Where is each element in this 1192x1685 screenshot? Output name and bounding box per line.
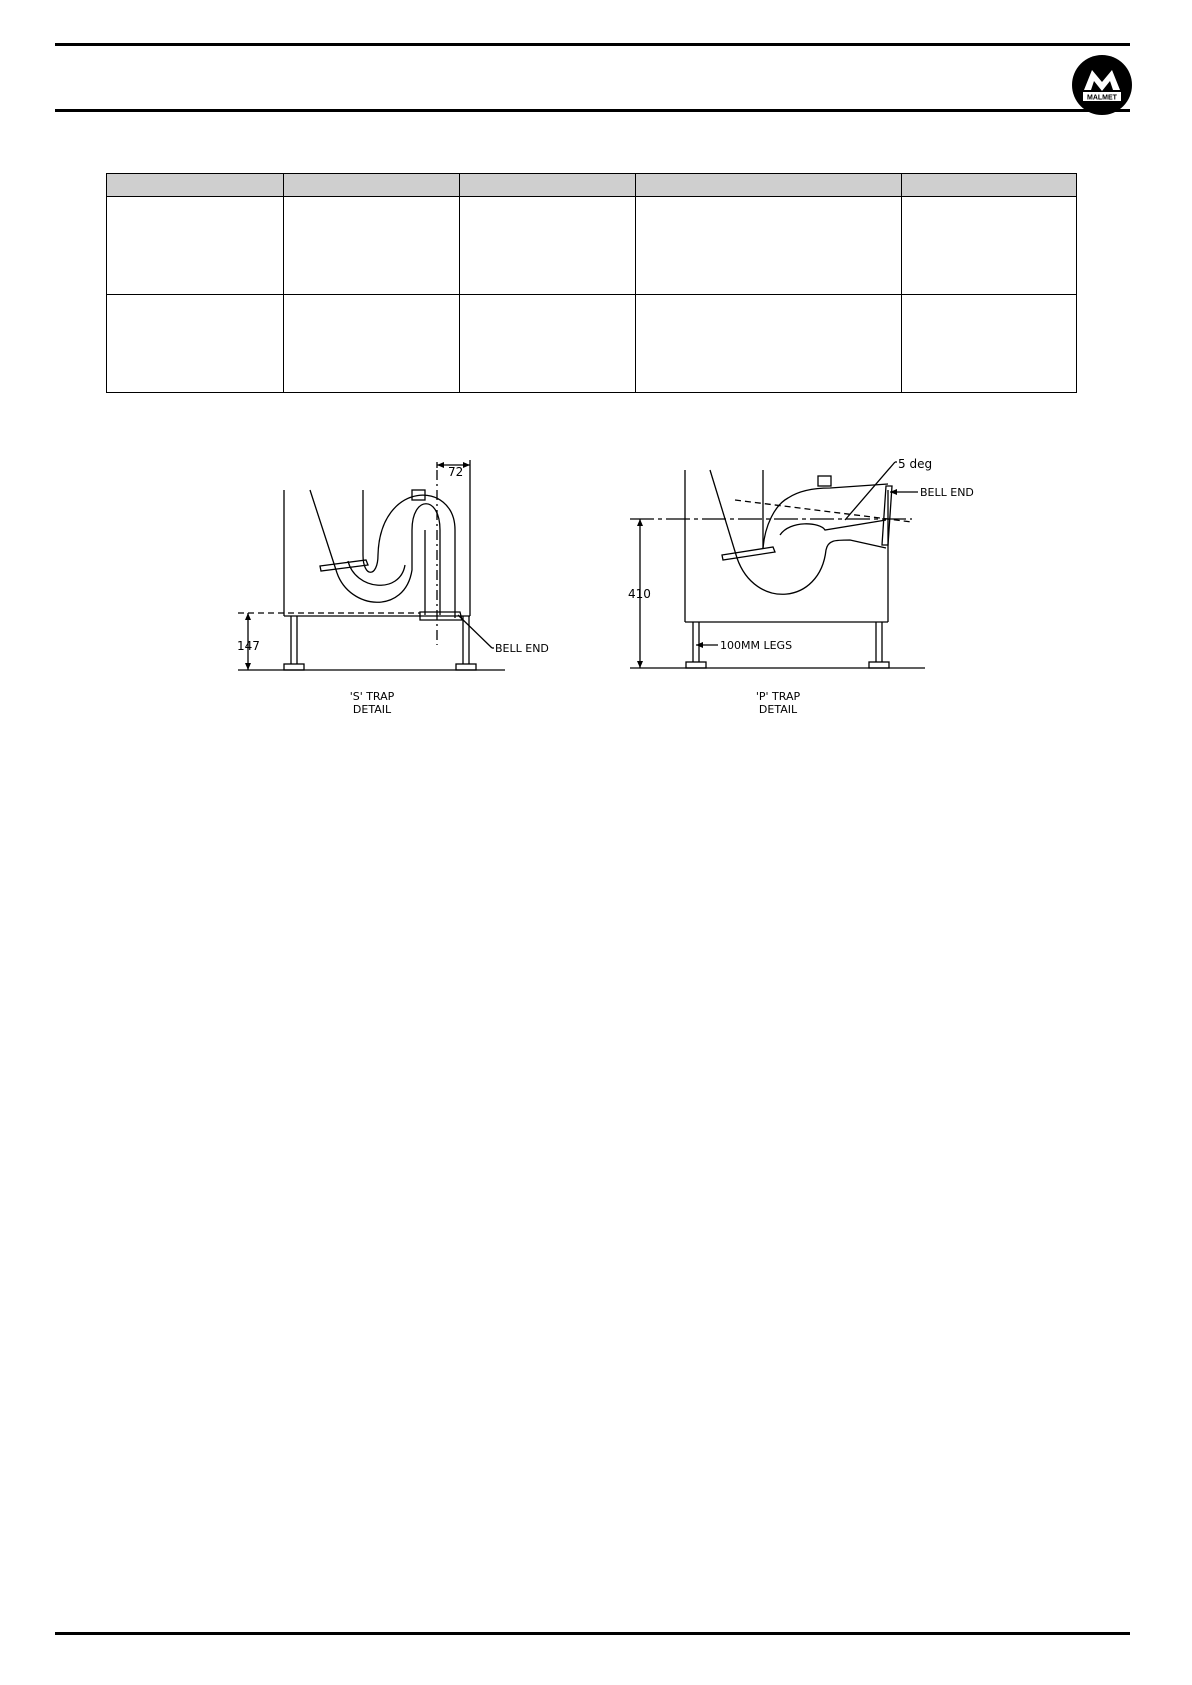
- s-trap-caption-line2: DETAIL: [352, 703, 392, 716]
- s-trap-detail: [238, 460, 505, 670]
- p-trap-angle-label: 5 deg: [898, 457, 933, 471]
- p-trap-caption-line1: 'P' TRAP: [755, 690, 801, 703]
- s-trap-width-label: 72: [448, 465, 464, 479]
- footer-rule: [55, 1632, 1130, 1635]
- s-trap-caption-line1: 'S' TRAP: [349, 690, 395, 703]
- s-trap-height-label: 147: [237, 639, 260, 653]
- p-trap-bell-end-label: BELL END: [920, 486, 974, 499]
- p-trap-caption-line2: DETAIL: [758, 703, 798, 716]
- svg-text:MALMET: MALMET: [1087, 94, 1117, 102]
- trap-details-drawing: [0, 0, 1192, 760]
- s-trap-bell-end-label: BELL END: [495, 642, 549, 655]
- p-trap-detail: [630, 462, 925, 668]
- p-trap-legs-label: 100MM LEGS: [720, 639, 793, 652]
- p-trap-height-label: 410: [628, 587, 651, 601]
